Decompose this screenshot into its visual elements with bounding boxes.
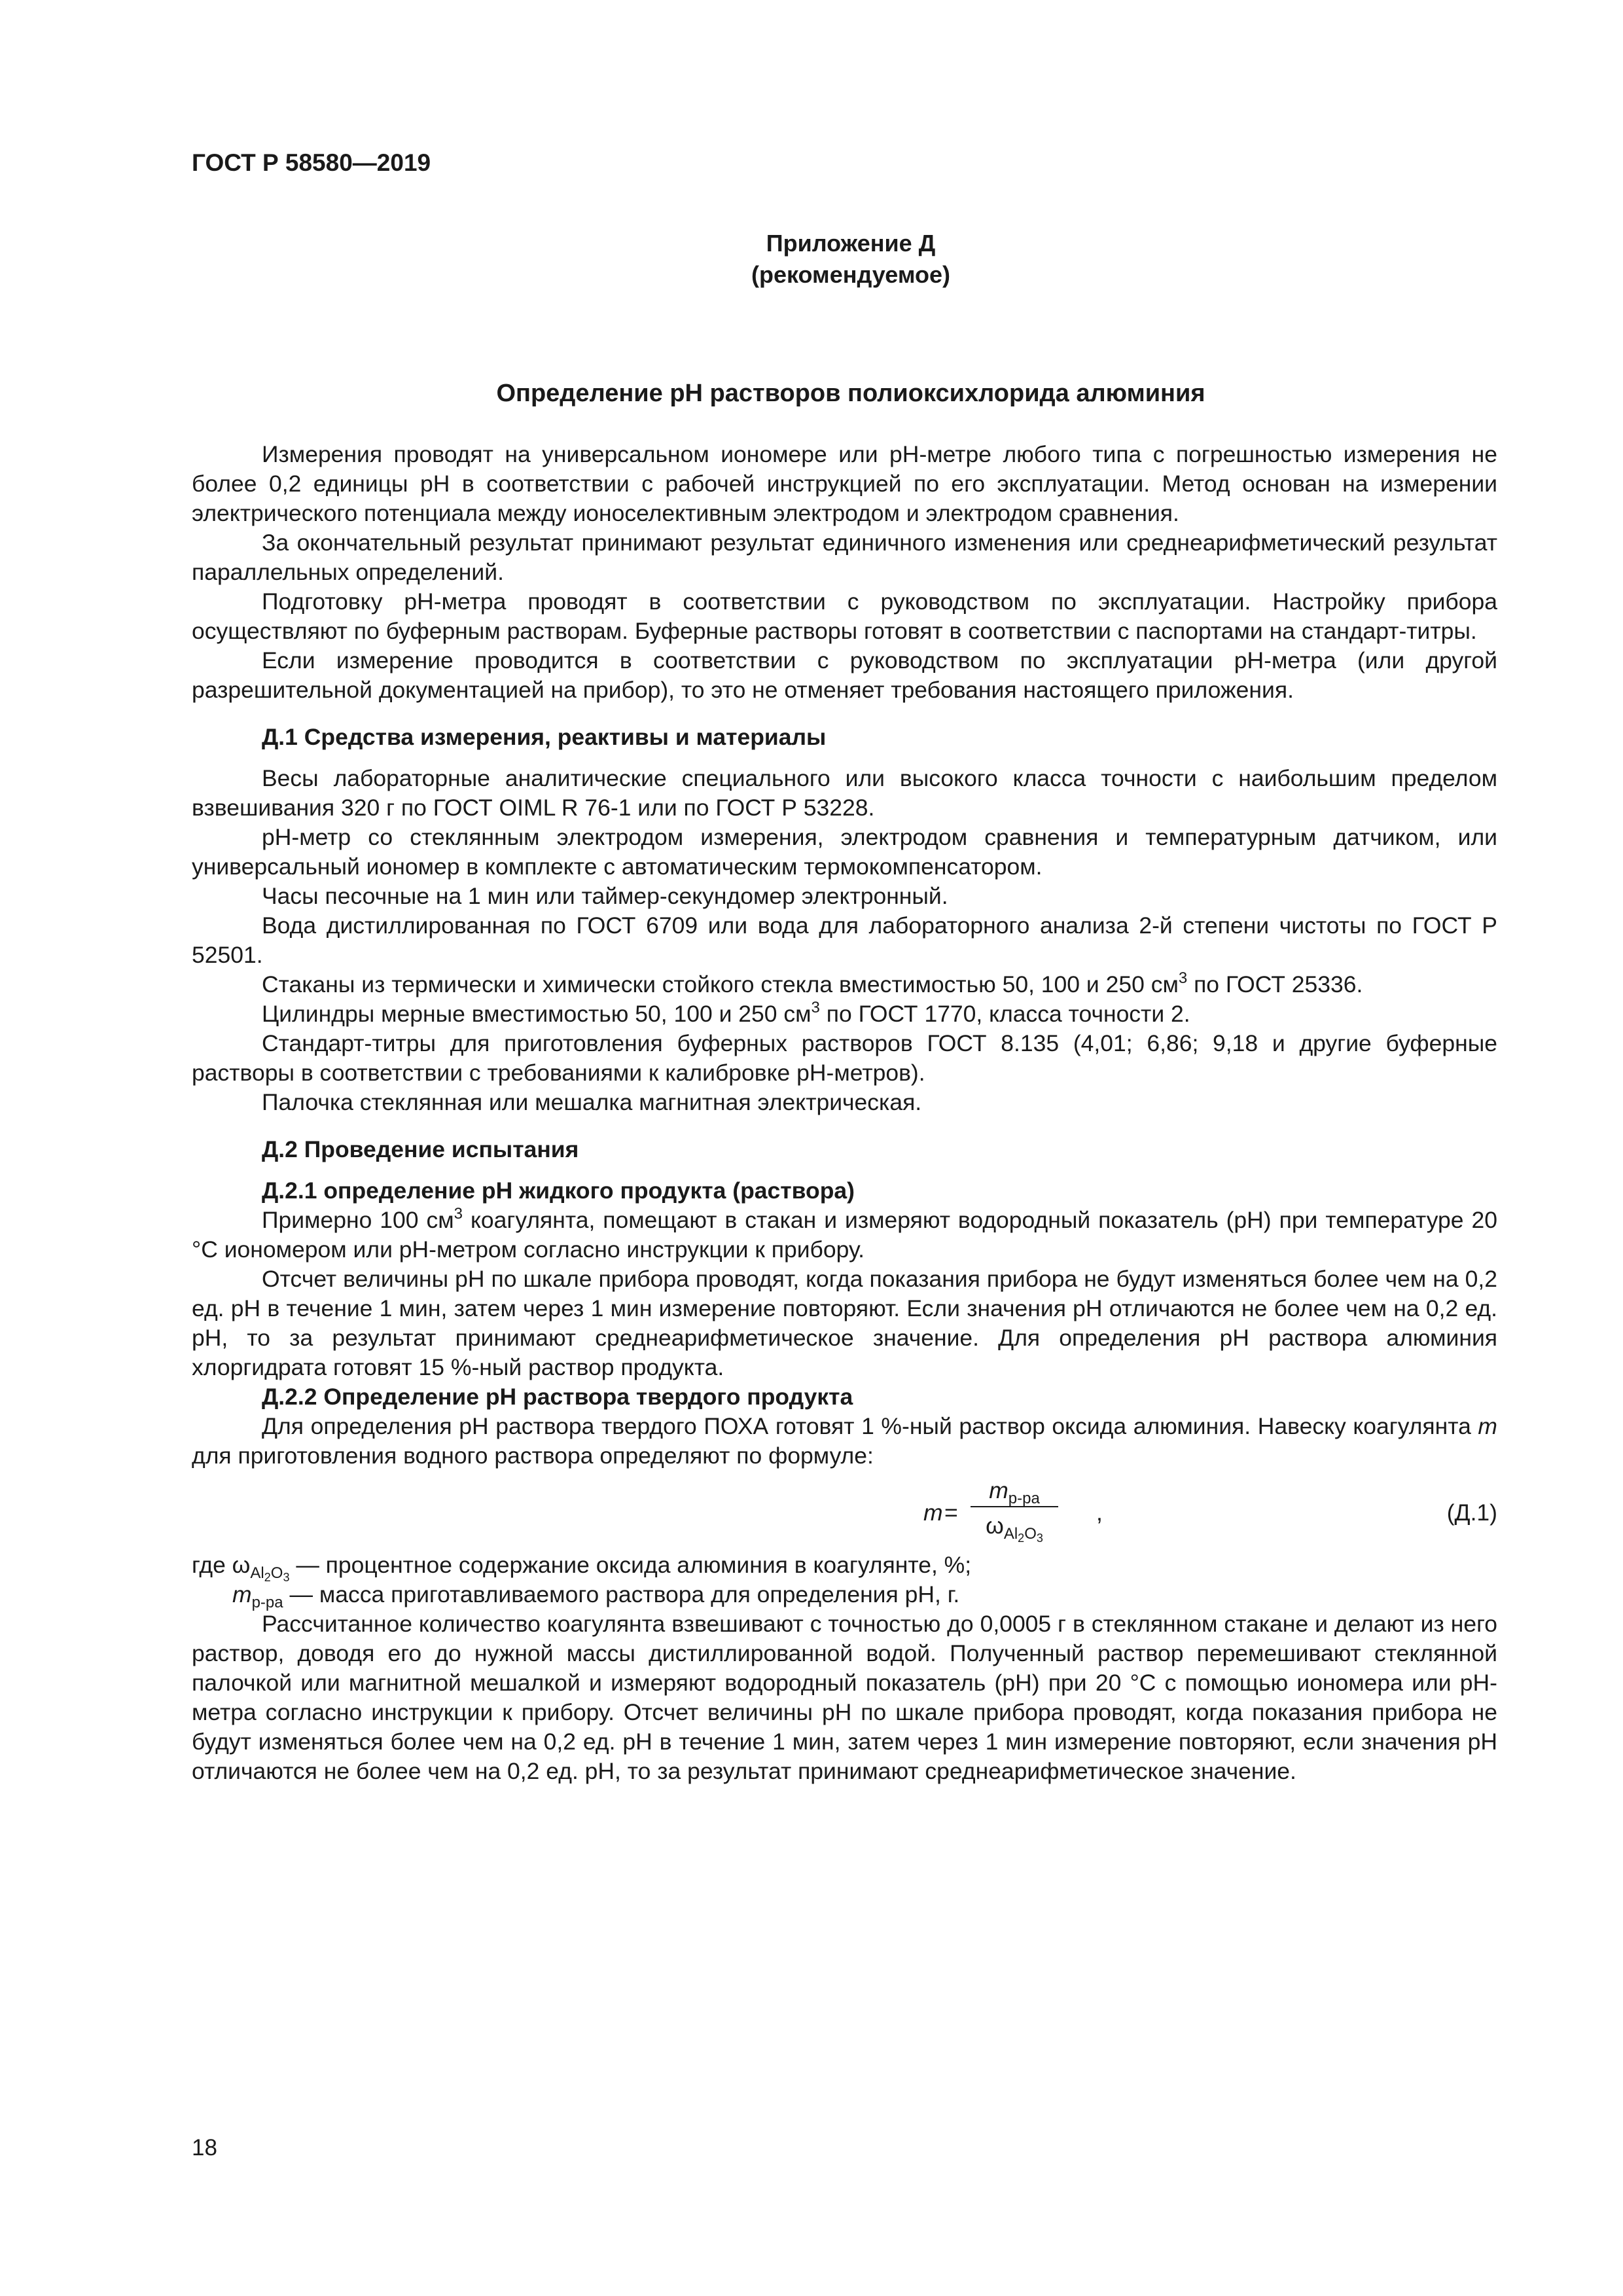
section1-paragraph: Палочка стеклянная или мешалка магнитная электрическая. — [262, 1089, 922, 1115]
section1-paragraph: Часы песочные на 1 мин или таймер-секундомер электронный. — [262, 883, 948, 909]
formula-numerator: $m_{р-ра}$ — [989, 1477, 1040, 1507]
section1-paragraph: Весы лабораторные аналитические специального или высокого класса точности с наибольшим пределом взвешивания 320 г по ГОСТ OIML R 76-1 или по ГОСТ Р 53228. — [192, 765, 1497, 821]
intro-paragraph: За окончательный результат принимают результат единичного изменения или среднеарифметический результат параллельных определений. — [192, 529, 1497, 585]
subsection-heading-d21: Д.2.1 определение pH жидкого продукта (раствора) — [262, 1177, 855, 1204]
subsection1-paragraph: Отсчет величины pH по шкале прибора проводят, когда показания прибора не будут изменяться более чем на 0,2 ед. pH в течение 1 мин, затем через 1 мин измерение повторяют. Если значения pH отличаются не более чем на 0,2 ед. pH, то за результат принимают среднеарифметическое значение. Для определения pH раствора алюминия хлоргидрата готовят 15 %-ный раствор продукта. — [192, 1266, 1497, 1380]
section-heading-d2: Д.2 Проведение испытания — [262, 1136, 579, 1162]
formula-number: (Д.1) — [1446, 1499, 1497, 1526]
section1-paragraph: Вода дистиллированная по ГОСТ 6709 или вода для лабораторного анализа 2-й степени чистоты по ГОСТ Р 52501. — [192, 912, 1497, 968]
appendix-status: (рекомендуемое) — [751, 261, 950, 288]
formula-d1: m = $m_{р-ра}$ $\omega_{Al_2O_3}$ , (Д.1) — [923, 1477, 1497, 1545]
section1-paragraph: Стандарт-титры для приготовления буферных растворов ГОСТ 8.135 (4,01; 6,86; 9,18 и другие буферные растворы в соответствии с требованиями к калибровке pH-метров). — [192, 1030, 1497, 1086]
appendix-label: Приложение Д — [766, 230, 936, 257]
intro-paragraph: Измерения проводят на универсальном иономере или pH-метре любого типа с погрешностью измерения не более 0,2 единицы pH в соответствии с рабочей инструкцией по его эксплуатации. Метод основан на измерении электрического потенциала между ионоселективным электродом и электродом сравнения. — [192, 441, 1497, 526]
appendix-heading — [0, 228, 1623, 291]
definition-omega: где $\omega_{Al_2O_3}$ — процентное содержание оксида алюминия в коагулянте, %; — [192, 1552, 972, 1584]
definition-mass: $m_{р-ра}$ — масса приготавливаемого раствора для определения pH, г. — [232, 1581, 960, 1611]
section1-paragraph: Цилиндры мерные вместимостью 50, 100 и 250 $см^3$ по ГОСТ 1770, класса точности 2. — [262, 999, 1190, 1027]
document-body — [192, 440, 1497, 1786]
formula-fraction — [971, 1476, 1058, 1545]
subsection2-paragraph: Рассчитанное количество коагулянта взвешивают с точностью до 0,0005 г в стеклянном стакане и делают из него раствор, доводя его до нужной массы дистиллированной водой. Полученный раствор перемешивают стеклянной палочкой или магнитной мешалкой и измеряют водородный показатель (pH) при 20 °С с помощью иономера или pH-метра согласно инструкции к прибору. Отсчет величины pH по шкале прибора проводят, когда показания прибора не будут изменяться более чем на 0,2 ед. pH в течение 1 мин, затем через 1 мин измерение повторяют, если значения pH отличаются не более чем на 0,2 ед. pH, то за результат принимают среднеарифметическое значение. — [192, 1611, 1497, 1784]
standard-header: ГОСТ Р 58580—2019 — [192, 149, 431, 176]
intro-paragraph: Если измерение проводится в соответствии с руководством по эксплуатации pH-метра (или другой разрешительной документацией на прибор), то это не отменяет требования настоящего приложения. — [192, 647, 1497, 703]
section1-paragraph: Стаканы из термически и химически стойкого стекла вместимостью 50, 100 и 250 $см^3$ по ГОСТ 25336. — [262, 969, 1363, 997]
formula-lhs: m — [923, 1499, 943, 1526]
intro-paragraph: Подготовку pH-метра проводят в соответствии с руководством по эксплуатации. Настройку прибора осуществляют по буферным растворам. Буферные растворы готовят в соответствии с паспортами на стандарт-титры. — [192, 588, 1497, 644]
formula-definitions — [192, 1551, 1497, 1609]
subsection-heading-d22: Д.2.2 Определение pH раствора твердого продукта — [262, 1384, 853, 1410]
page-number: 18 — [192, 2135, 217, 2161]
subsection2-paragraph: Для определения pH раствора твердого ПОХА готовят 1 %-ный раствор оксида алюминия. Навеску коагулянта m для приготовления водного раствора определяют по формуле: — [192, 1413, 1497, 1469]
formula-equals: = — [944, 1499, 958, 1526]
document-title: Определение pH растворов полиоксихлорида алюминия — [496, 380, 1205, 407]
section1-paragraph: pH-метр со стеклянным электродом измерения, электродом сравнения и температурным датчиком, или универсальный иономер в комплекте с автоматическим термокомпенсатором. — [192, 824, 1497, 880]
formula-denominator: $\omega_{Al_2O_3}$ — [986, 1513, 1043, 1545]
section-heading-d1: Д.1 Средства измерения, реактивы и материалы — [262, 724, 827, 750]
subsection1-paragraph: Примерно 100 $см^3$ коагулянта, помещают в стакан и измеряют водородный показатель (pH) при температуре 20 °С иономером или pH-метром согласно инструкции к прибору. — [192, 1205, 1497, 1263]
